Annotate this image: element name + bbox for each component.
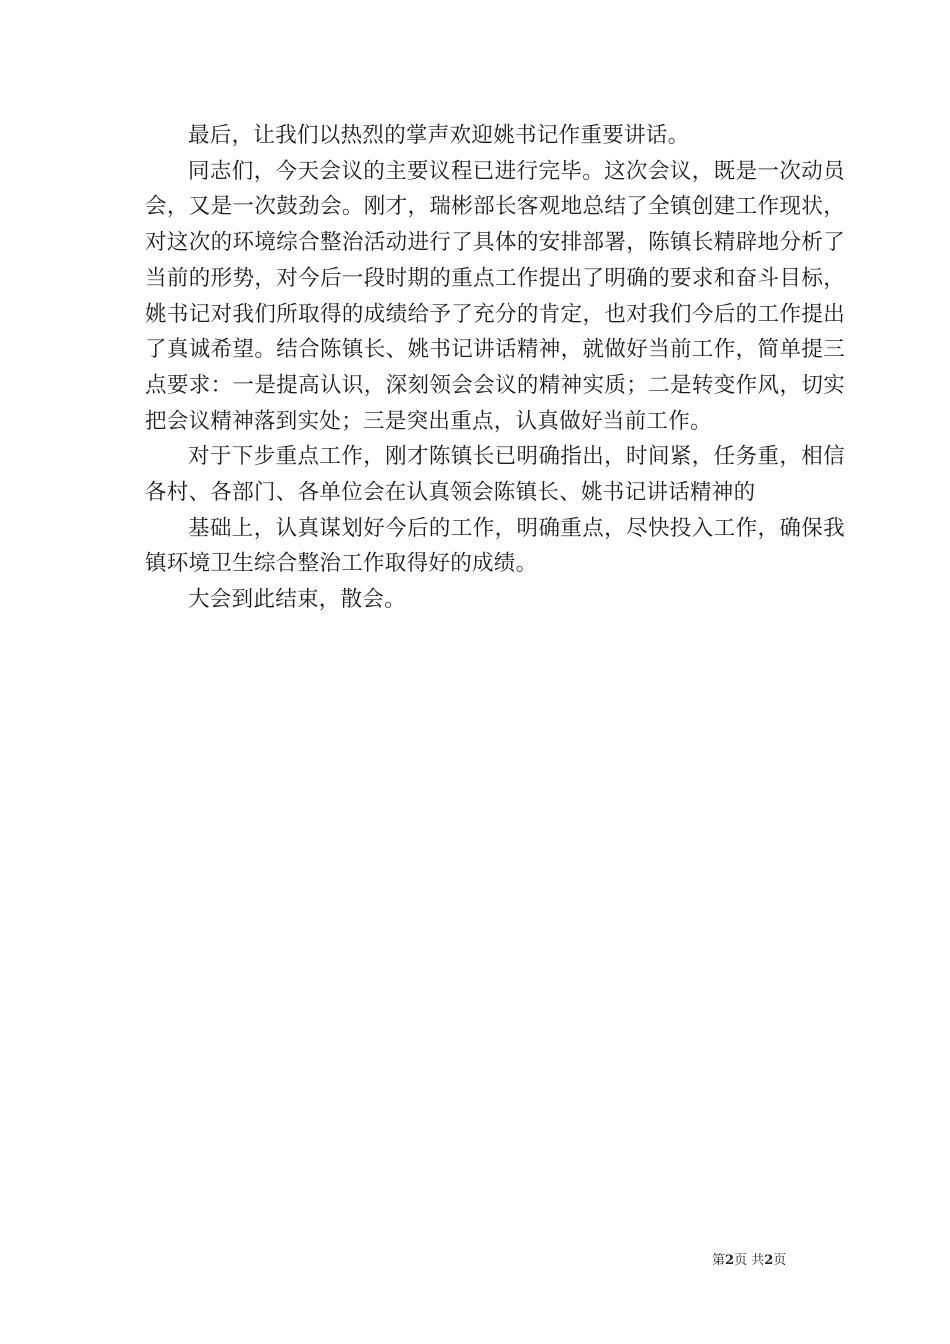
page-number-footer [712, 1249, 786, 1268]
paragraph-next-steps-continued: 基础上，认真谋划好今后的工作，明确重点，尽快投入工作，确保我镇环境卫生综合整治工作取得好的成绩。 [145, 515, 845, 577]
paragraph-closing-invitation: 最后，让我们以热烈的掌声欢迎姚书记作重要讲话。 [188, 123, 690, 148]
footer-total-pages: 2 [764, 1253, 774, 1268]
paragraph-meeting-summary: 同志们，今天会议的主要议程已进行完毕。这次会议，既是一次动员会，又是一次鼓劲会。刚才，瑞彬部长客观地总结了全镇创建工作现状，对这次的环境综合整治活动进行了具体的安排部署，陈镇长精辟地分析了当前的形势，对今后一段时期的重点工作提出了明确的要求和奋斗目标，姚书记对我们所取得的成绩给予了充分的肯定，也对我们今后的工作提出了真诚希望。结合陈镇长、姚书记讲话精神，就做好当前工作，简单提三点要求：一是提高认识，深刻领会会议的精神实质；二是转变作风，切实把会议精神落到实处；三是突出重点，认真做好当前工作。 [145, 158, 845, 434]
document-body [145, 118, 845, 618]
paragraph-next-steps: 对于下步重点工作，刚才陈镇长已明确指出，时间紧，任务重，相信各村、各部门、各单位会在认真领会陈镇长、姚书记讲话精神的 [145, 444, 845, 506]
footer-current-page: 2 [725, 1253, 735, 1268]
footer-middle: 页 共 [734, 1253, 765, 1268]
paragraph-adjournment: 大会到此结束，散会。 [188, 587, 407, 613]
footer-suffix: 页 [773, 1253, 787, 1268]
footer-prefix: 第 [712, 1253, 726, 1268]
